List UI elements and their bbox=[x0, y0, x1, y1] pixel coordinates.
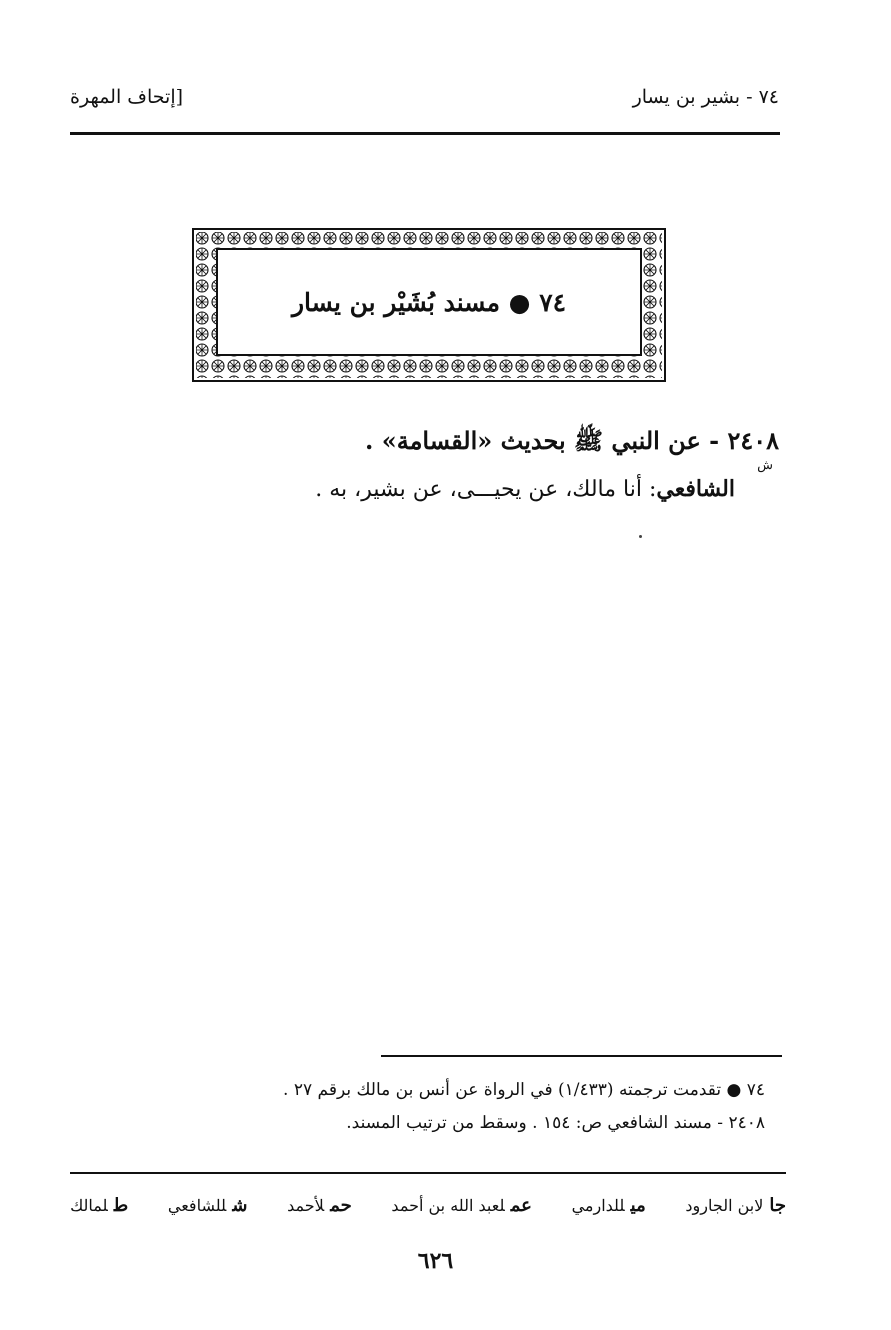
header-rule bbox=[70, 132, 780, 135]
source-mark: ش bbox=[757, 458, 773, 473]
footnote-rule bbox=[381, 1055, 782, 1057]
abbr-ibn-jarud: جالابن الجارود bbox=[685, 1194, 786, 1216]
musnad-ornamental-frame bbox=[192, 228, 666, 382]
page-number: ٦٢٦ bbox=[417, 1248, 454, 1274]
abbreviations-rule bbox=[70, 1172, 786, 1174]
abbr-malik: طلمالك bbox=[70, 1194, 129, 1216]
footnote-hadith: ٢٤٠٨ - مسند الشافعي ص: ١٥٤ . وسقط من ترتيب المسند. bbox=[346, 1113, 765, 1133]
hadith-heading: ٢٤٠٨ - عن النبي ﷺ بحديث «القسامة» . bbox=[365, 426, 779, 455]
isnad-text: : أنا مالك، عن يحيـــى، عن بشير، به . bbox=[315, 477, 657, 502]
ink-speck bbox=[639, 535, 642, 538]
footnote-musnad: ٧٤ ● تقدمت ترجمته (١/٤٣٣) في الرواة عن أنس بن مالك برقم ٢٧ . bbox=[283, 1080, 765, 1100]
running-header-book: [إتحاف المهرة bbox=[70, 86, 184, 108]
abbr-darimi: ميللدارمي bbox=[571, 1194, 646, 1216]
abbreviations-key bbox=[70, 1188, 786, 1222]
abbr-ahmad: حملأحمد bbox=[287, 1194, 352, 1216]
abbr-abdullah: عملعبد الله بن أحمد bbox=[391, 1194, 532, 1216]
musnad-title-box bbox=[216, 248, 642, 356]
running-header-chapter: ٧٤ - بشير بن يسار bbox=[632, 86, 779, 108]
source-name: الشافعي bbox=[656, 476, 735, 502]
musnad-title: ٧٤ ● مسند بُشَيْر بن يسار bbox=[291, 287, 567, 317]
abbr-shafii: شللشافعي bbox=[167, 1194, 248, 1216]
hadith-chain bbox=[315, 476, 735, 502]
